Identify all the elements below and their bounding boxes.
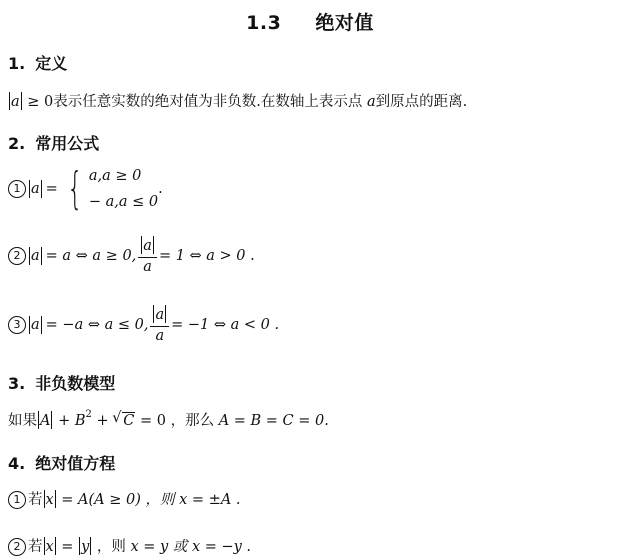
model-line: 如果 $A + B^2$ + √ C = 0 ，那么 A = B = C = 0. (8, 409, 329, 430)
section-heading-1: 1. 定义 (8, 54, 68, 73)
definition-line: a ≥ 0表示任意实数的绝对值为非负数.在数轴上表示点 a到原点的距离. (11, 94, 468, 110)
brace-icon: { (67, 163, 83, 214)
section-heading-3: 3. 非负数模型 (8, 374, 116, 393)
formula-1: 1 a = { a,a ≥ 0 − a,a ≤ 0 . (8, 163, 163, 215)
piecewise-cases: a,a ≥ 0 − a,a ≤ 0 (88, 168, 159, 210)
circled-number: 3 (8, 316, 26, 334)
sqrt-symbol: √ C (113, 412, 135, 429)
circled-number: 2 (8, 538, 26, 556)
circled-number: 1 (8, 491, 26, 509)
title-number: 1.3 (246, 12, 282, 34)
title-text: 绝对值 (315, 12, 374, 34)
fraction: $\frac{a}{a}$ (150, 305, 169, 345)
section-heading-2: 2. 常用公式 (8, 134, 100, 153)
equation-1: 1 若 x = A(A ≥ 0) ，则 x = ±A . (8, 488, 241, 509)
equation-2: 2 若 x = y ，则 x = y 或 x = −y . (8, 535, 251, 556)
circled-number: 1 (8, 180, 26, 198)
circled-number: 2 (8, 247, 26, 265)
formula-2: 2 a = a ⇔ a ≥ 0, $\frac{a}{a}$ = 1 ⇔ a > 0 . (8, 236, 255, 276)
formula-3: 3 a = −a ⇔ a ≤ 0, $\frac{a}{a}$ = −1 ⇔ a < 0 . (8, 305, 279, 345)
fraction: $\frac{a}{a}$ (138, 236, 157, 276)
section-heading-4: 4. 绝对值方程 (8, 454, 116, 473)
page-title (0, 8, 620, 35)
